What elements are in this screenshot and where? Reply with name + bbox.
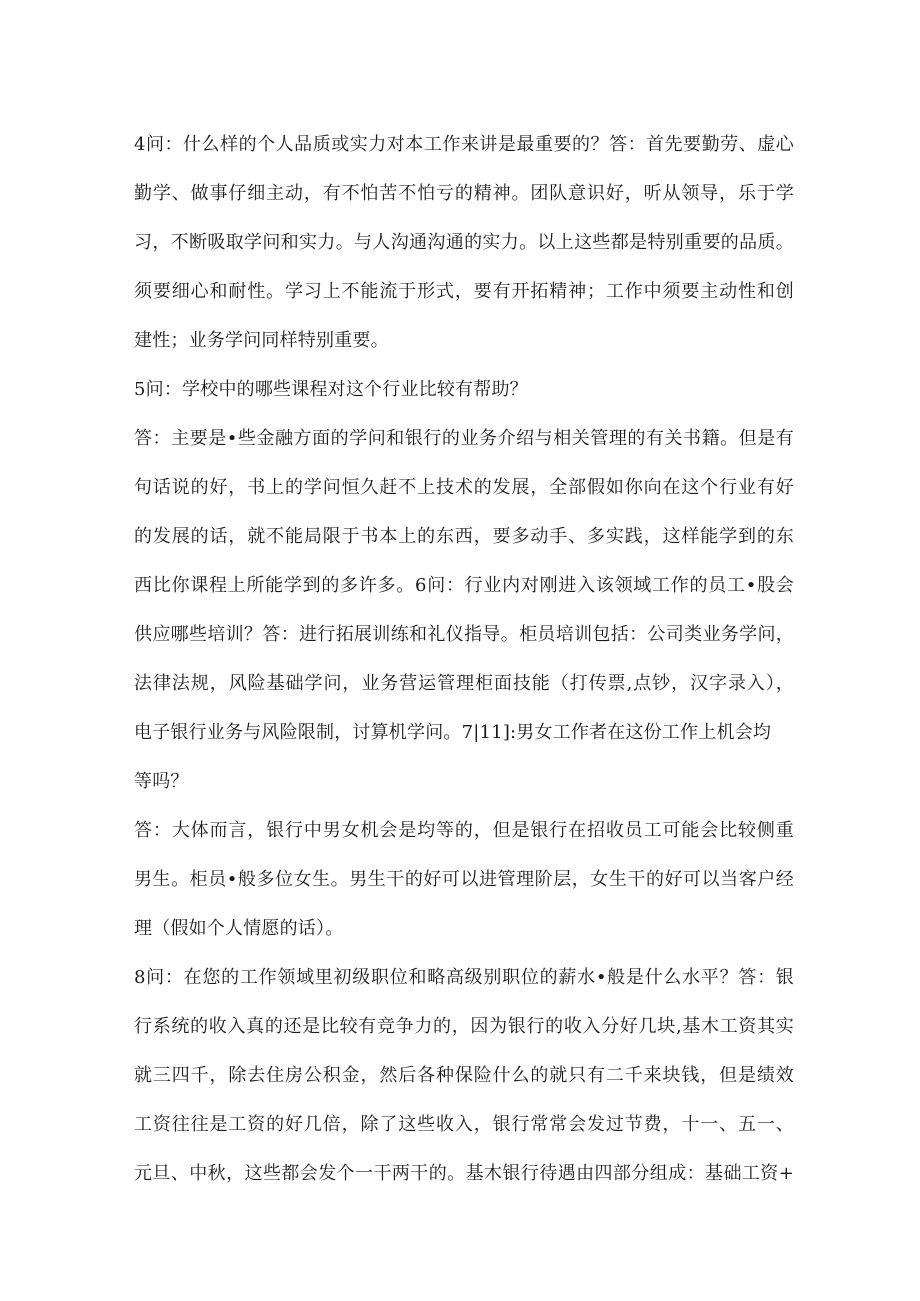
document-line: 句话说的好，书上的学问恒久赶不上技术的发展，全部假如你向在这个行业有好 — [134, 477, 794, 498]
document-line: 西比你课程上所能学到的多许多。6问：行业内对刚进入该领域工作的员工•股会 — [134, 575, 794, 596]
document-line: 勤学、做事仔细主动，有不怕苦不怕亏的精神。团队意识好，听从领导，乐于学 — [134, 183, 794, 204]
document-line: 法律法规，风险基础学问，业务营运管理柜面技能（打传票,点钞，汉字录入）， — [134, 673, 794, 694]
document-line: 等吗？ — [134, 771, 189, 792]
document-line: 习，不断吸取学问和实力。与人沟通沟通的实力。以上这些都是特别重要的品质。 — [134, 232, 794, 253]
document-line: 答：大体而言，银行中男女机会是均等的，但是银行在招收员工可能会比较侧重 — [134, 820, 794, 841]
document-line: 建性；业务学问同样特别重要。 — [134, 330, 389, 351]
document-line: 供应哪些培训？答：进行拓展训练和礼仪指导。柜员培训包括：公司类业务学问， — [134, 624, 794, 645]
document-line: 男生。柜员•般多位女生。男生干的好可以进管理阶层，女生干的好可以当客户经 — [134, 869, 794, 890]
document-line: 5问：学校中的哪些课程对这个行业比较有帮助？ — [134, 379, 528, 400]
document-line: 8问：在您的工作领域里初级职位和略高级别职位的薪水•般是什么水平？答：银 — [134, 967, 794, 988]
document-line: 工资往往是工资的好几倍，除了这些收入，银行常常会发过节费，十一、五一、 — [134, 1114, 794, 1135]
document-line: 须要细心和耐性。学习上不能流于形式，要有开拓精神；工作中须要主动性和创 — [134, 281, 794, 302]
document-line: 答：主要是•些金融方面的学问和银行的业务介绍与相关管理的有关书籍。但是有 — [134, 428, 794, 449]
document-line: 理（假如个人情愿的话）。 — [134, 918, 344, 939]
document-line: 的发展的话，就不能局限于书本上的东西，要多动手、多实践，这样能学到的东 — [134, 526, 794, 547]
document-line: 元旦、中秋，这些都会发个一干两干的。基木银行待遇由四部分组成：基础工资+ — [134, 1163, 794, 1184]
document-line: 就三四千，除去住房公积金，然后各种保险什么的就只有二千来块钱，但是绩效 — [134, 1065, 794, 1086]
document-body — [134, 120, 794, 1198]
document-line: 4问：什么样的个人品质或实力对本工作来讲是最重要的？答：首先要勤劳、虚心 — [134, 134, 794, 155]
document-line: 行系统的收入真的还是比较有竞争力的，因为银行的收入分好几块,基木工资其实 — [134, 1016, 794, 1037]
document-line: 电子银行业务与风险限制，讨算机学问。7|11]:男女工作者在这份工作上机会均 — [134, 722, 772, 743]
